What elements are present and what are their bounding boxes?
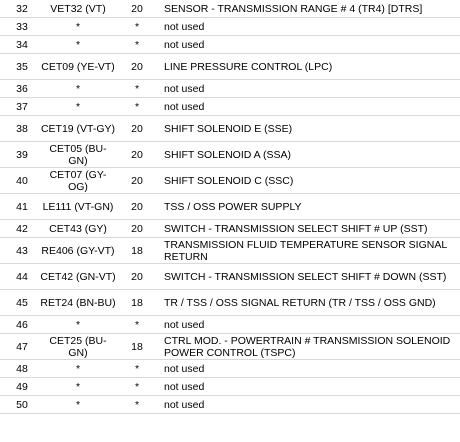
table-row bbox=[0, 98, 460, 116]
pin-number: 47 bbox=[0, 334, 40, 360]
wire-gauge: 18 bbox=[116, 334, 158, 360]
pin-number: 38 bbox=[0, 116, 40, 142]
table-row bbox=[0, 116, 460, 142]
table-row bbox=[0, 0, 460, 18]
pin-number: 32 bbox=[0, 0, 40, 18]
circuit-code: CET19 (VT-GY) bbox=[40, 116, 116, 142]
circuit-code: VET32 (VT) bbox=[40, 0, 116, 18]
table-row bbox=[0, 36, 460, 54]
circuit-function: SHIFT SOLENOID A (SSA) bbox=[158, 142, 460, 168]
table-row bbox=[0, 18, 460, 36]
circuit-code: LE111 (VT-GN) bbox=[40, 194, 116, 220]
wire-gauge: * bbox=[116, 396, 158, 414]
circuit-code: CET09 (YE-VT) bbox=[40, 54, 116, 80]
pin-number: 34 bbox=[0, 36, 40, 54]
circuit-code: * bbox=[40, 98, 116, 116]
circuit-code: * bbox=[40, 396, 116, 414]
table-row bbox=[0, 264, 460, 290]
circuit-function: SWITCH - TRANSMISSION SELECT SHIFT # DOWN (SST) bbox=[158, 264, 460, 290]
circuit-code: CET43 (GY) bbox=[40, 220, 116, 238]
pin-number: 48 bbox=[0, 360, 40, 378]
circuit-function: TRANSMISSION FLUID TEMPERATURE SENSOR SIGNAL RETURN bbox=[158, 238, 460, 264]
circuit-code: * bbox=[40, 36, 116, 54]
circuit-function: TSS / OSS POWER SUPPLY bbox=[158, 194, 460, 220]
table-row bbox=[0, 220, 460, 238]
circuit-code: * bbox=[40, 80, 116, 98]
circuit-function: not used bbox=[158, 360, 460, 378]
wire-gauge: 20 bbox=[116, 0, 158, 18]
pin-number: 49 bbox=[0, 378, 40, 396]
pin-number: 40 bbox=[0, 168, 40, 194]
table-row bbox=[0, 378, 460, 396]
circuit-code: CET07 (GY-OG) bbox=[40, 168, 116, 194]
circuit-function: LINE PRESSURE CONTROL (LPC) bbox=[158, 54, 460, 80]
wire-gauge: 20 bbox=[116, 264, 158, 290]
circuit-function: TR / TSS / OSS SIGNAL RETURN (TR / TSS / OSS GND) bbox=[158, 290, 460, 316]
circuit-function: not used bbox=[158, 80, 460, 98]
table-row bbox=[0, 142, 460, 168]
table-row bbox=[0, 194, 460, 220]
circuit-code: CET42 (GN-VT) bbox=[40, 264, 116, 290]
circuit-code: * bbox=[40, 18, 116, 36]
pin-number: 37 bbox=[0, 98, 40, 116]
circuit-code: * bbox=[40, 316, 116, 334]
circuit-function: not used bbox=[158, 378, 460, 396]
pin-number: 43 bbox=[0, 238, 40, 264]
circuit-function: not used bbox=[158, 36, 460, 54]
wire-gauge: * bbox=[116, 80, 158, 98]
circuit-code: CET05 (BU-GN) bbox=[40, 142, 116, 168]
circuit-function: SHIFT SOLENOID C (SSC) bbox=[158, 168, 460, 194]
wire-gauge: * bbox=[116, 378, 158, 396]
wire-gauge: * bbox=[116, 36, 158, 54]
wire-gauge: 20 bbox=[116, 142, 158, 168]
circuit-code: RE406 (GY-VT) bbox=[40, 238, 116, 264]
circuit-function: SWITCH - TRANSMISSION SELECT SHIFT # UP (SST) bbox=[158, 220, 460, 238]
circuit-code: RET24 (BN-BU) bbox=[40, 290, 116, 316]
circuit-function: not used bbox=[158, 98, 460, 116]
wire-gauge: 20 bbox=[116, 220, 158, 238]
wire-gauge: 20 bbox=[116, 168, 158, 194]
table-row bbox=[0, 80, 460, 98]
table-row bbox=[0, 360, 460, 378]
pin-number: 33 bbox=[0, 18, 40, 36]
table-row bbox=[0, 238, 460, 264]
table-row bbox=[0, 290, 460, 316]
wire-gauge: * bbox=[116, 98, 158, 116]
circuit-function: not used bbox=[158, 396, 460, 414]
circuit-function: SHIFT SOLENOID E (SSE) bbox=[158, 116, 460, 142]
wire-gauge: 18 bbox=[116, 238, 158, 264]
pin-number: 44 bbox=[0, 264, 40, 290]
circuit-function: CTRL MOD. - POWERTRAIN # TRANSMISSION SOLENOID POWER CONTROL (TSPC) bbox=[158, 334, 460, 360]
wire-gauge: 20 bbox=[116, 54, 158, 80]
pin-number: 45 bbox=[0, 290, 40, 316]
pin-number: 50 bbox=[0, 396, 40, 414]
table-row bbox=[0, 316, 460, 334]
table-row bbox=[0, 168, 460, 194]
circuit-code: CET25 (BU-GN) bbox=[40, 334, 116, 360]
table-row bbox=[0, 396, 460, 414]
pin-number: 39 bbox=[0, 142, 40, 168]
wire-gauge: * bbox=[116, 18, 158, 36]
pin-number: 42 bbox=[0, 220, 40, 238]
table-row bbox=[0, 54, 460, 80]
wire-gauge: 18 bbox=[116, 290, 158, 316]
wire-gauge: 20 bbox=[116, 194, 158, 220]
circuit-function: not used bbox=[158, 18, 460, 36]
circuit-code: * bbox=[40, 360, 116, 378]
circuit-function: SENSOR - TRANSMISSION RANGE # 4 (TR4) [DTRS] bbox=[158, 0, 460, 18]
wire-gauge: * bbox=[116, 316, 158, 334]
table-row bbox=[0, 334, 460, 360]
pin-number: 36 bbox=[0, 80, 40, 98]
circuit-function: not used bbox=[158, 316, 460, 334]
circuit-code: * bbox=[40, 378, 116, 396]
pin-number: 46 bbox=[0, 316, 40, 334]
wire-gauge: * bbox=[116, 360, 158, 378]
pin-number: 41 bbox=[0, 194, 40, 220]
wire-gauge: 20 bbox=[116, 116, 158, 142]
pin-number: 35 bbox=[0, 54, 40, 80]
